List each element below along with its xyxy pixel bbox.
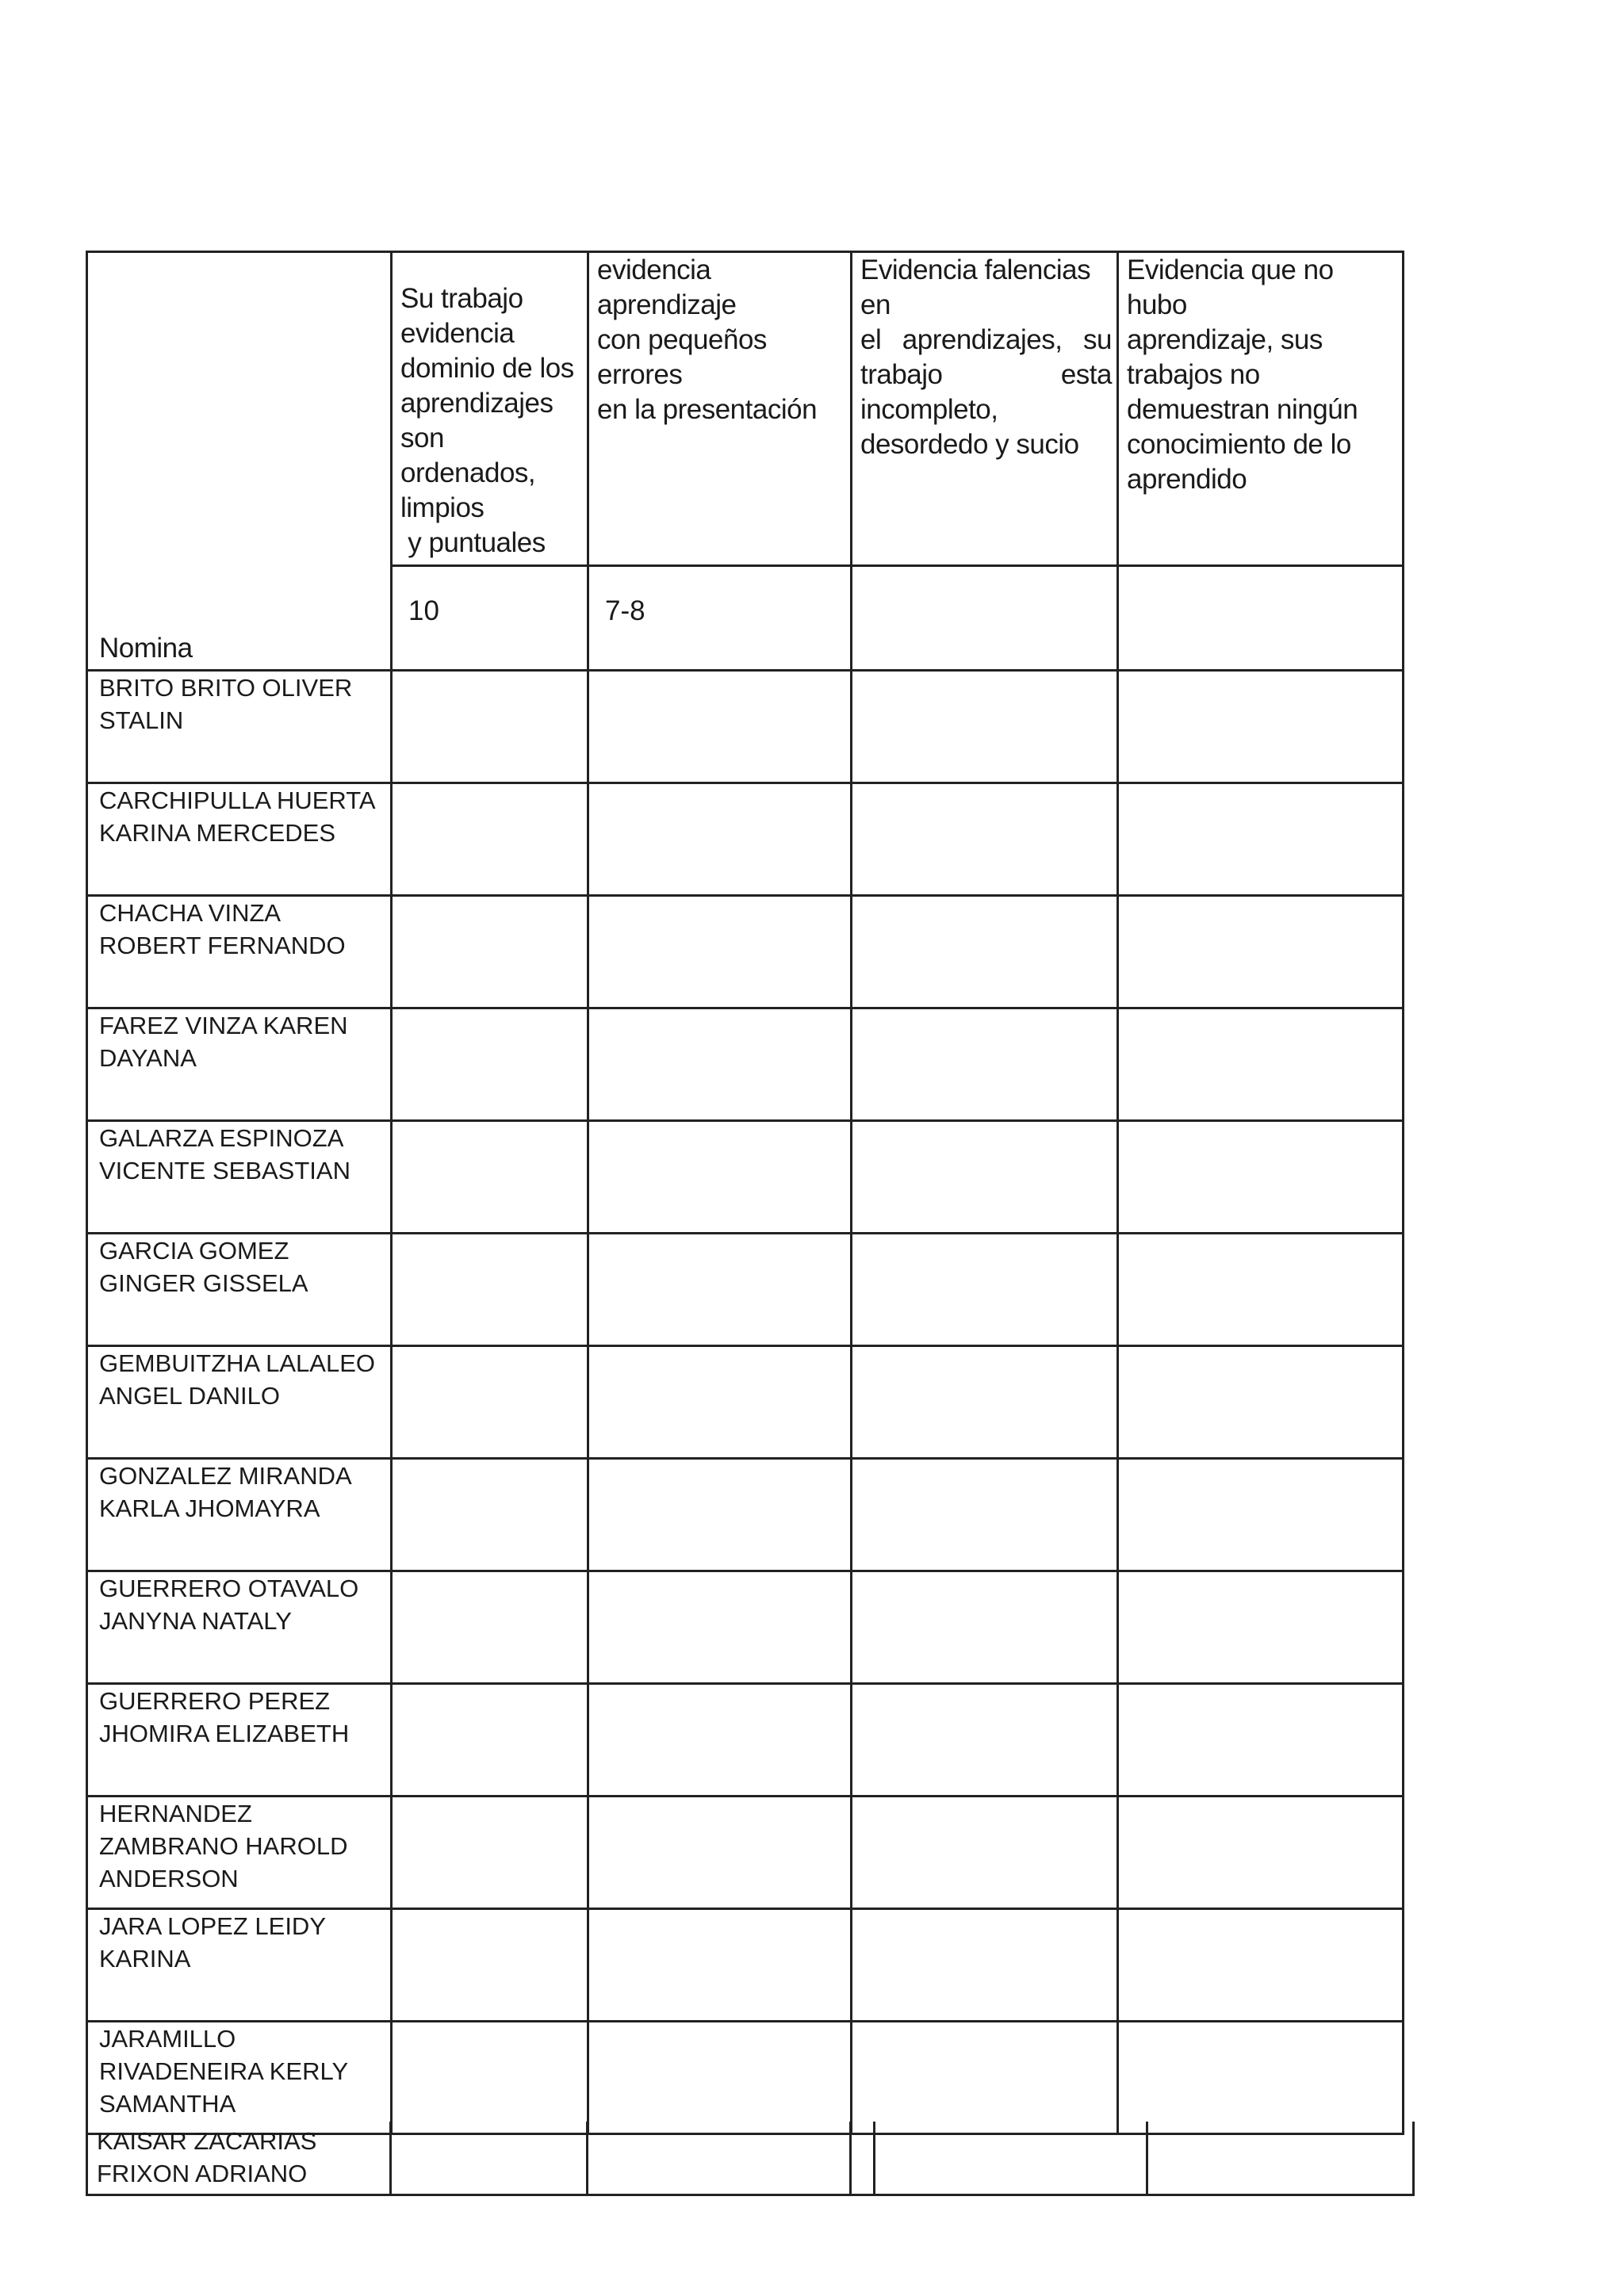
grade-cell[interactable]: [588, 1797, 852, 1909]
grade-cell[interactable]: [588, 1346, 852, 1459]
grade-cell[interactable]: [588, 2022, 852, 2134]
grade-cell[interactable]: [392, 1684, 588, 1797]
grade-cell[interactable]: [588, 1008, 852, 1121]
student-name-cell: [87, 896, 392, 1008]
grade-cell[interactable]: [1118, 1684, 1404, 1797]
grade-cell[interactable]: [1118, 1121, 1404, 1234]
student-name: CHACHA VINZA ROBERT FERNANDO: [99, 899, 346, 959]
table-row: [87, 1459, 1404, 1571]
nomina-label: Nomina: [99, 633, 193, 664]
grade-cell[interactable]: [1118, 1346, 1404, 1459]
grade-cell[interactable]: [588, 1234, 852, 1346]
grade-cell[interactable]: [392, 783, 588, 896]
student-name-cell: [87, 1909, 392, 2022]
grade-cell[interactable]: [852, 1909, 1118, 2022]
table-row: [87, 1346, 1404, 1459]
table-row: [87, 1008, 1404, 1121]
grade-cell[interactable]: [852, 1346, 1118, 1459]
grade-cell[interactable]: [588, 1684, 852, 1797]
student-name-cell: [87, 671, 392, 783]
student-name-cell: [86, 2122, 392, 2196]
criterion-2-text: evidencia aprendizaje con pequeños errores en la presentación: [597, 254, 818, 425]
student-name: GUERRERO OTAVALO JANYNA NATALY: [99, 1575, 359, 1635]
student-name: JARA LOPEZ LEIDY KARINA: [99, 1912, 326, 1973]
table-row: [87, 2022, 1404, 2134]
student-name: KAISAR ZACARIAS FRIXON ADRIANO: [97, 2127, 317, 2187]
student-name-cell: [87, 1121, 392, 1234]
score-value-3: [852, 567, 1116, 595]
grade-cell[interactable]: [1118, 896, 1404, 1008]
table-row: [87, 1909, 1404, 2022]
table-row: [87, 1234, 1404, 1346]
grade-cell[interactable]: [392, 2022, 588, 2134]
grade-cell[interactable]: [1118, 1459, 1404, 1571]
criterion-1-cell: [392, 252, 588, 566]
nomina-header-cell: [87, 252, 392, 671]
grade-cell[interactable]: [392, 1121, 588, 1234]
grade-cell[interactable]: [392, 896, 588, 1008]
grade-cell[interactable]: [392, 671, 588, 783]
table-row: [87, 783, 1404, 896]
grade-cell[interactable]: [392, 1008, 588, 1121]
score-cell-3: [852, 566, 1118, 671]
student-name: GARCIA GOMEZ GINGER GISSELA: [99, 1237, 308, 1297]
grade-cell[interactable]: [1118, 1909, 1404, 2022]
criterion-4-text: Evidencia que no hubo aprendizaje, sus trabajos no demuestran ningún conocimiento de lo aprendido: [1127, 254, 1358, 495]
grade-cell[interactable]: [852, 1797, 1118, 1909]
student-name-cell: [87, 1234, 392, 1346]
criterion-3-cell: [852, 252, 1118, 566]
header-criteria-row: [87, 252, 1404, 566]
student-name: BRITO BRITO OLIVER STALIN: [99, 674, 353, 734]
student-name-cell: [87, 1008, 392, 1121]
grade-cell[interactable]: [588, 671, 852, 783]
table-row: [87, 1797, 1404, 1909]
grade-cell[interactable]: [392, 1571, 588, 1684]
student-name: GONZALEZ MIRANDA KARLA JHOMAYRA: [99, 1462, 350, 1522]
student-name-cell: [87, 1459, 392, 1571]
grade-cell[interactable]: [1118, 1008, 1404, 1121]
criterion-4-cell: [1118, 252, 1404, 566]
score-value-2: 7-8: [605, 595, 645, 626]
grade-cell[interactable]: [852, 1008, 1118, 1121]
score-value-1: 10: [408, 595, 439, 626]
grade-cell[interactable]: [588, 1459, 852, 1571]
grade-cell[interactable]: [1148, 2122, 1415, 2196]
table-row: [87, 896, 1404, 1008]
score-cell-4: [1118, 566, 1404, 671]
criterion-3-text: Evidencia falencias en el aprendizajes, su trabajo esta incompleto, desordedo y sucio: [860, 254, 1112, 460]
grade-cell[interactable]: [1118, 2022, 1404, 2134]
grade-cell[interactable]: [875, 2122, 1148, 2196]
criterion-1-text: Su trabajo evidencia dominio de los aprendizajes son ordenados, limpios y puntuales: [400, 283, 574, 558]
grade-cell[interactable]: [588, 1571, 852, 1684]
student-name-cell: [87, 1346, 392, 1459]
score-cell-2: [588, 566, 852, 671]
table-row: [87, 671, 1404, 783]
grade-cell[interactable]: [1118, 1571, 1404, 1684]
grade-cell[interactable]: [852, 896, 1118, 1008]
score-cell-1: [392, 566, 588, 671]
student-name-cell: [87, 1684, 392, 1797]
grade-cell[interactable]: [588, 783, 852, 896]
grade-cell[interactable]: [852, 1459, 1118, 1571]
student-name-cell: [87, 1797, 392, 1909]
score-value-4: [1119, 567, 1402, 595]
grade-cell[interactable]: [852, 2122, 875, 2196]
student-name-cell: [87, 783, 392, 896]
student-name: GUERRERO PEREZ JHOMIRA ELIZABETH: [99, 1687, 350, 1747]
student-name-cell: [87, 1571, 392, 1684]
grade-cell[interactable]: [1118, 1797, 1404, 1909]
table-row: [87, 1571, 1404, 1684]
grade-cell[interactable]: [852, 2022, 1118, 2134]
table-row: [87, 1121, 1404, 1234]
student-name: CARCHIPULLA HUERTA KARINA MERCEDES: [99, 786, 374, 847]
grade-cell[interactable]: [588, 1909, 852, 2022]
grade-cell[interactable]: [392, 1459, 588, 1571]
student-name: GEMBUITZHA LALALEO ANGEL DANILO: [99, 1349, 375, 1410]
grade-cell[interactable]: [852, 783, 1118, 896]
student-name: GALARZA ESPINOZA VICENTE SEBASTIAN: [99, 1124, 350, 1184]
grade-cell[interactable]: [392, 1797, 588, 1909]
grade-cell[interactable]: [392, 1234, 588, 1346]
grade-cell[interactable]: [1118, 783, 1404, 896]
rubric-table: [86, 251, 1404, 2135]
grade-cell[interactable]: [588, 1121, 852, 1234]
student-name-cell: [87, 2022, 392, 2134]
grade-cell[interactable]: [852, 1571, 1118, 1684]
grade-cell[interactable]: [852, 1234, 1118, 1346]
grade-cell[interactable]: [852, 1121, 1118, 1234]
student-name: HERNANDEZ ZAMBRANO HAROLD ANDERSON: [99, 1800, 348, 1892]
grade-cell[interactable]: [852, 1684, 1118, 1797]
grade-cell[interactable]: [1118, 1234, 1404, 1346]
grade-cell[interactable]: [1118, 671, 1404, 783]
grade-cell[interactable]: [392, 1909, 588, 2022]
grade-cell[interactable]: [588, 896, 852, 1008]
student-name: JARAMILLO RIVADENEIRA KERLY SAMANTHA: [99, 2025, 348, 2118]
grade-cell[interactable]: [588, 2122, 852, 2196]
student-name: FAREZ VINZA KAREN DAYANA: [99, 1012, 348, 1072]
grade-cell[interactable]: [392, 2122, 588, 2196]
table-row: [87, 1684, 1404, 1797]
criterion-2-cell: [588, 252, 852, 566]
grade-cell[interactable]: [392, 1346, 588, 1459]
grade-cell[interactable]: [852, 671, 1118, 783]
